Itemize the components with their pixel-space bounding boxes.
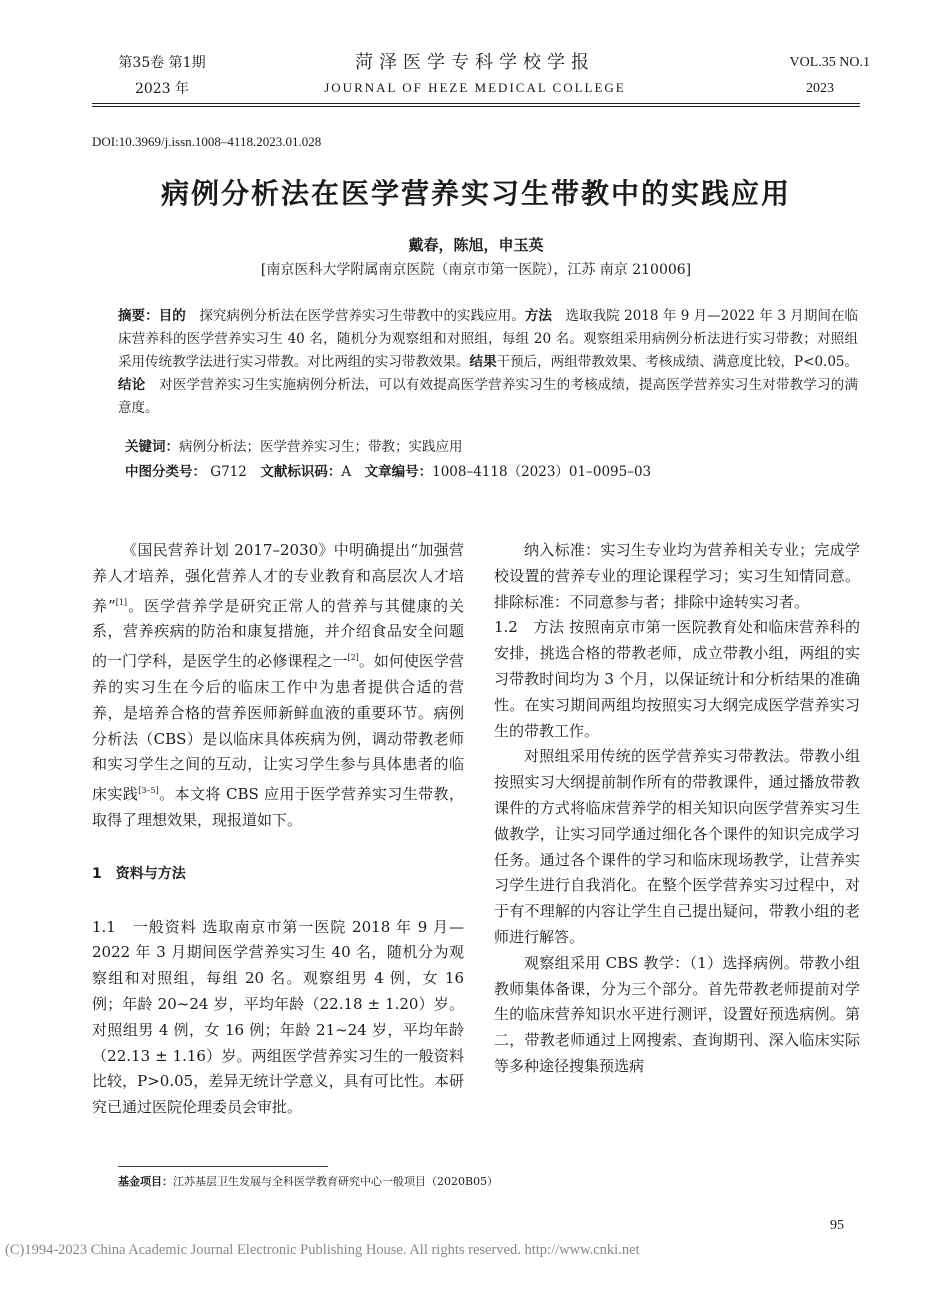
page-number: 95 (830, 1218, 844, 1233)
copyright-notice: (C)1994-2023 China Academic Journal Electronic Publishing House. All rights reserved. http://www.cnki.net (5, 1242, 640, 1258)
section-heading-1: 1 资料与方法 (92, 865, 186, 882)
clc-label: 中图分类号： (125, 464, 206, 480)
keywords-label: 关键词： (125, 439, 179, 455)
results-label: 结果 (469, 354, 497, 370)
journal-title-cn: 菏泽医学专科学校学报 (355, 52, 595, 73)
subsection-1-1: 1.1 一般资料 选取南京市第一医院 2018 年 9 月—2022 年 3 月期间医学营养实习生 40 名，随机分为观察组和对照组，每组 20 名。观察组男 4 例，女 16 例；年龄 20~24 岁，平均年龄（22.18 ± 1.20）岁。对照组男 4 例，女 16 例；年龄 21~24 岁，平均年龄（22.13 ± 1.16）岁。两组医学营养实习生的一般资料比较，P>0.05，差异无统计学意义，具有可比性。本研究已通过医院伦理委员会审批。 (92, 917, 464, 1117)
footnote-rule (118, 1166, 328, 1167)
header-right (740, 50, 870, 102)
citation-2[interactable]: [2] (347, 653, 359, 663)
keywords-value: 病例分析法；医学营养实习生；带教；实践应用 (179, 439, 463, 455)
journal-title-en: JOURNAL OF HEZE MEDICAL COLLEGE (324, 80, 626, 95)
body-right-column (494, 538, 860, 1080)
affiliation: [南京医科大学附属南京医院（南京市第一医院），江苏 南京 210006] (260, 262, 692, 278)
classification (125, 461, 651, 484)
article-no-label: 文章编号： (364, 464, 433, 480)
article-title: 病例分析法在医学营养实习生带教中的实践应用 (160, 177, 791, 210)
header-rule (92, 103, 860, 104)
journal-title (280, 50, 670, 100)
funding-footnote (118, 1173, 498, 1189)
results-text: 干预后，两组带教效果、考核成绩、满意度比较，P<0.05。 (496, 354, 859, 370)
clc-value: G712 (210, 464, 247, 480)
conclusion-text: 对医学营养实习生实施病例分析法，可以有效提高医学营养实习生的考核成绩，提高医学营养实习生对带教学习的满意度。 (118, 377, 859, 416)
authors: 戴春，陈旭，申玉英 (408, 236, 544, 254)
control-group-paragraph: 对照组采用传统的医学营养实习带教法。带教小组按照实习大纲提前制作所有的带教课件，通过播放带教课件的方式将临床营养学的相关知识向医学营养实习生做教学，让实习同学通过细化各个课件的知识完成学习任务。通过各个课件的学习和临床现场教学，让营养实习学生进行自我消化。在整个医学营养实习过程中，对于有不理解的内容让学生自己提出疑问，带教小组的老师进行解答。 (494, 747, 860, 946)
intro-paragraph: 《国民营养计划 2017–2030》中明确提出“加强营养人才培养，强化营养人才的专业教育和高层次人才培养”[1]。医学营养学是研究正常人的营养与其健康的关系，营养疾病的防治和康复措施，并介绍食品安全问题的一门学科，是医学生的必修课程之一[2]。如何使医学营养的实习生在今后的临床工作中为患者提供合适的营养，是培养合格的营养医师新鲜血液的重要环节。病例分析法（CBS）是以临床具体疾病为例，调动带教老师和实习学生之间的互动，让实习学生参与具体患者的临床实践[3–5]。本文将 CBS 应用于医学营养实习生带教，取得了理想效果，现报道如下。 (92, 541, 464, 829)
keywords (125, 436, 463, 459)
header-left (107, 50, 217, 102)
methods-text: 选取我院 2018 年 9 月—2022 年 3 月期间在临床营养科的医学营养实习生 40 名，随机分为观察组和对照组，每组 20 名。观察组采用病例分析法进行实习带教；对照组采用传统教学法进行实习带教。对比两组的实习带教效果。 (118, 308, 859, 370)
year-en: 2023 (806, 81, 834, 96)
objective-label: 目的 (158, 308, 186, 324)
objective-text: 探究病例分析法在医学营养实习生带教中的实践应用。 (199, 308, 525, 324)
citation-3-5[interactable]: [3–5] (138, 786, 159, 796)
citation-1[interactable]: [1] (115, 597, 128, 607)
abstract (118, 305, 858, 420)
volume-issue: 第35卷 第1期 (118, 55, 206, 71)
article-no-value: 1008–4118（2023）01–0095–03 (432, 464, 652, 480)
year-cn: 2023 年 (134, 81, 190, 97)
volume-issue-en: VOL.35 NO.1 (789, 55, 870, 70)
funding-label: 基金项目： (118, 1175, 173, 1188)
doc-code-label: 文献标识码： (260, 464, 342, 480)
subsection-1-2: 1.2 方法 按照南京市第一医院教育处和临床营养科的安排，挑选合格的带教老师，成立带教小组，两组的实习带教时间均为 3 个月，以保证统计和分析结果的准确性。在实习期间两组均按照实习大纲完成医学营养实习生的带教工作。 (494, 618, 860, 740)
inclusion-criteria: 纳入标准：实习生专业均为营养相关专业；完成学校设置的营养专业的理论课程学习；实习生知情同意。排除标准：不同意参与者；排除中途转实习者。 (494, 541, 860, 611)
header-rule-2 (92, 106, 860, 107)
doi[interactable]: DOI:10.3969/j.issn.1008–4118.2023.01.028 (92, 134, 322, 149)
doc-code-value: A (341, 464, 352, 480)
conclusion-label: 结论 (118, 377, 146, 393)
observation-group-paragraph: 观察组采用 CBS 教学：（1）选择病例。带教小组教师集体备课，分为三个部分。首先带教老师提前对学生的临床营养知识水平进行测评，设置好预选病例。第二，带教老师通过上网搜索、查询期刊、深入临床实际等多种途径搜集预选病 (494, 953, 860, 1075)
methods-label: 方法 (524, 308, 552, 324)
funding-text: 江苏基层卫生发展与全科医学教育研究中心一般项目（2020B05） (173, 1175, 499, 1188)
abstract-label: 摘要： (118, 308, 159, 324)
body-left-column (92, 538, 464, 1121)
